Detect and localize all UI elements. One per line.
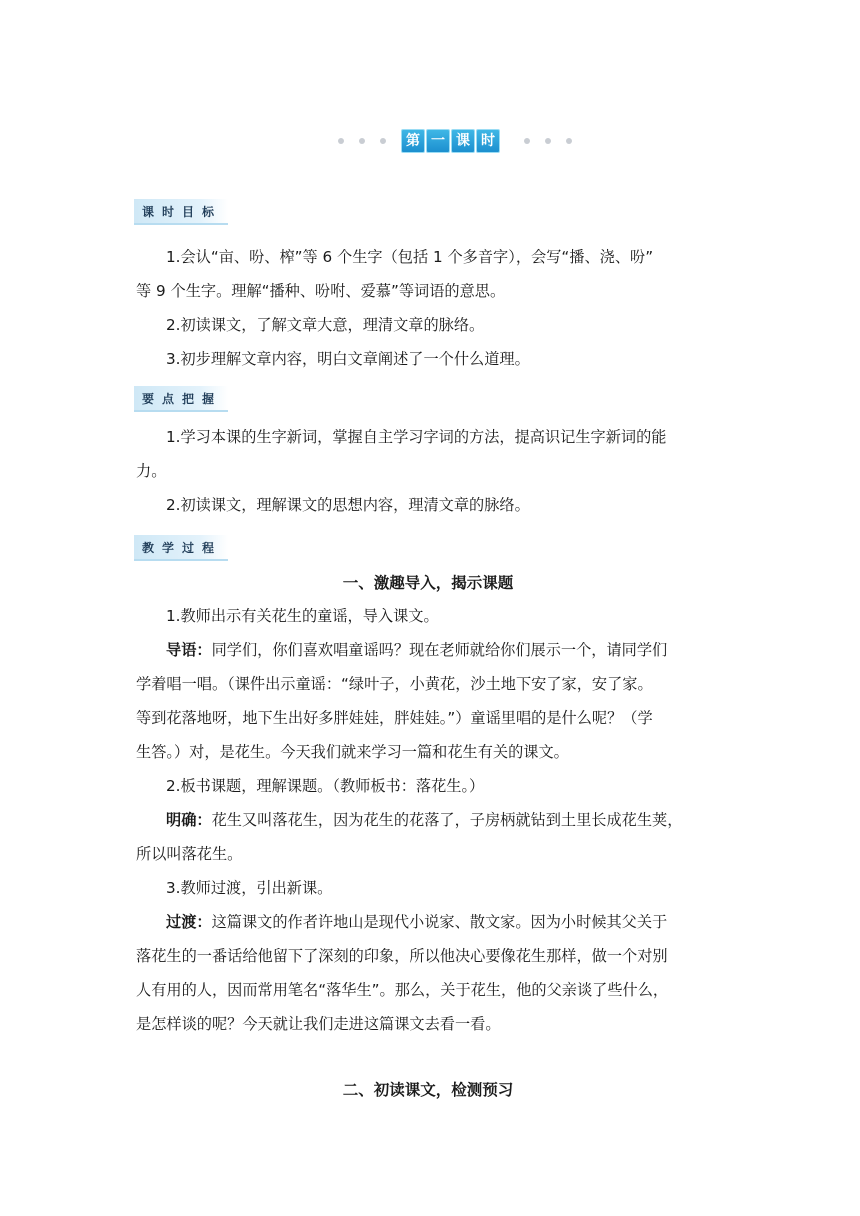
process-heading-2: 二、初读课文，检测预习	[342, 1081, 514, 1099]
lesson-title-char: 一	[426, 129, 450, 153]
lesson-title-char: 课	[451, 129, 475, 153]
goal-item-1-line-2: 等 9 个生字。理解“播种、吩咐、爱慕”等词语的意思。	[136, 282, 506, 300]
intro-label: 导语：	[166, 641, 212, 659]
transition-label: 过渡：	[166, 913, 212, 931]
lesson-title-char: 第	[401, 129, 425, 153]
section-tag-label: 要点把握	[142, 391, 223, 406]
process-heading-1: 一、激趣导入，揭示课题	[342, 574, 514, 592]
intro-paragraph-line-4: 生答。）对，是花生。今天我们就来学习一篇和花生有关的课文。	[136, 743, 569, 761]
transition-text: 这篇课文的作者许地山是现代小说家、散文家。因为小时候其父关于	[211, 913, 668, 931]
intro-text: 同学们，你们喜欢唱童谣吗？现在老师就给你们展示一个，请同学们	[211, 641, 668, 659]
transition-paragraph-line-1	[136, 907, 720, 937]
decorative-dots-left	[338, 138, 401, 144]
goal-item-2: 2.初读课文，了解文章大意，理清文章的脉络。	[166, 316, 485, 334]
key-point-1-line-2: 力。	[136, 462, 167, 480]
goal-item-3: 3.初步理解文章内容，明白文章阐述了一个什么道理。	[166, 350, 530, 368]
transition-paragraph-line-2: 落花生的一番话给他留下了深刻的印象，所以他决心要像花生那样，做一个对别	[136, 947, 668, 965]
intro-paragraph-line-2: 学着唱一唱。（课件出示童谣：“绿叶子，小黄花，沙土地下安了家，安了家。	[136, 675, 653, 693]
intro-paragraph-line-1	[136, 635, 720, 665]
section-tag-goals	[134, 199, 228, 225]
section-tag-label: 课时目标	[142, 204, 223, 219]
lesson-banner	[338, 126, 570, 156]
section-tag-process	[134, 535, 228, 561]
clarify-paragraph-line-2: 所以叫落花生。	[136, 845, 243, 863]
transition-paragraph-line-4: 是怎样谈的呢？今天就让我们走进这篇课文去看一看。	[136, 1015, 501, 1033]
clarify-paragraph-line-1	[136, 805, 720, 835]
lesson-title	[401, 129, 501, 153]
intro-paragraph-line-3: 等到花落地呀，地下生出好多胖娃娃，胖娃娃。”）童谣里唱的是什么呢？（学	[136, 709, 653, 727]
process-step-2: 2.板书课题，理解课题。（教师板书：落花生。）	[166, 777, 485, 795]
lesson-title-char: 时	[476, 129, 500, 153]
process-step-1: 1.教师出示有关花生的童谣，导入课文。	[166, 607, 439, 625]
clarify-text: 花生又叫落花生，因为花生的花落了，子房柄就钻到土里长成花生荚，	[211, 811, 683, 829]
key-point-2: 2.初读课文，理解课文的思想内容，理清文章的脉络。	[166, 496, 530, 514]
section-tag-label: 教学过程	[142, 540, 223, 555]
goal-item-1-line-1: 1.会认“亩、吩、榨”等 6 个生字（包括 1 个多音字），会写“播、浇、吩”	[166, 248, 654, 266]
clarify-label: 明确：	[166, 811, 212, 829]
decorative-dots-right	[509, 138, 572, 144]
process-step-3: 3.教师过渡，引出新课。	[166, 879, 333, 897]
section-tag-key-points	[134, 386, 228, 412]
transition-paragraph-line-3: 人有用的人，因而常用笔名“落华生”。那么，关于花生，他的父亲谈了些什么，	[136, 981, 669, 999]
key-point-1-line-1: 1.学习本课的生字新词，掌握自主学习字词的方法，提高识记生字新词的能	[166, 428, 667, 446]
